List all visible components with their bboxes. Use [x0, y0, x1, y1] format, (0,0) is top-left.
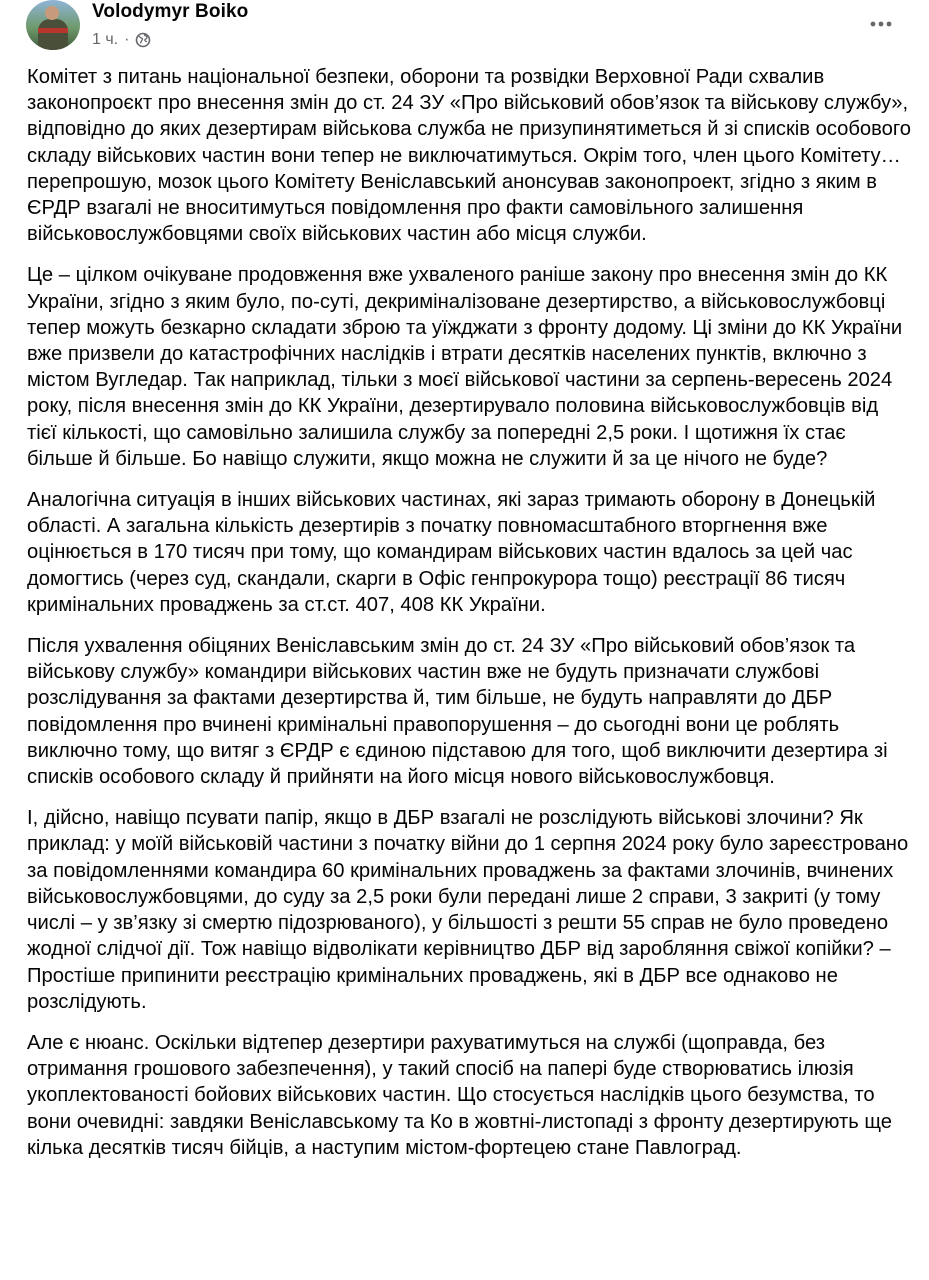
post-paragraph-6: Але є нюанс. Оскільки відтепер дезертири рахуватимуться на службі (щоправда, без отримання грошового забезпечення), у такий спосіб на папері буде створюватись ілюзія укоплектованості бойових військових частин. Що стосується наслідків цього безумства, то вони очевидні: завдяки Веніславському та Ко в жовтні-листопаді з фронту дезертирують ще кілька десятків тисяч бійців, а наступим містом-фортецею стане Павлоград.: [27, 1031, 892, 1159]
author-name-link[interactable]: Volodymyr Boiko: [92, 1, 249, 22]
author-avatar[interactable]: [26, 0, 80, 50]
post-paragraph-5: І, дійсно, навіщо псувати папір, якщо в ДБР взагалі не розслідують військові злочини? Як приклад: у моїй військовій частини з початку війни до 1 серпня 2024 року було зареєстровано за повідомленнями командира 60 кримінальних проваджень за фактами злочинів, вчинених військовослужбовцями, до суду за 2,5 роки були передані лише 2 справи, 3 закриті (у тому числі – у зв’язку зі смертю підозрюваного), у більшості з решти 55 справ не було проведено жодної слідчої дії. Тож навіщо відволікати керівництво ДБР від заробляння свіжої копійки? – Простіше припинити реєстрацію кримінальних проваджень, які в ДБР все однаково не розслідують.: [27, 807, 909, 1013]
globe-icon[interactable]: [135, 32, 151, 48]
avatar-figure-body: [38, 19, 68, 50]
avatar-figure-head: [45, 6, 59, 20]
avatar-figure-stripe: [38, 28, 68, 33]
more-options-button[interactable]: [867, 10, 895, 38]
post-timestamp-link[interactable]: 1 ч.: [92, 31, 119, 48]
post-meta: [92, 30, 151, 50]
post-paragraph-4: Після ухвалення обіцяних Веніславським змін до ст. 24 ЗУ «Про військовий обов’язок та військову службу» командири військових частин вже не будуть призначати службові розслідування за фактами дезертирства й, тим більше, не будуть направляти до ДБР повідомлення про вчинені кримінальні правопорушення – до сьогодні вони це роблять виключно тому, що витяг з ЄРДР є єдиною підставою для того, щоб виключити дезертира зі списків особового складу й прийняти на його місця нового військовослужбовця.: [27, 635, 888, 789]
post-header: [0, 0, 929, 62]
post-paragraph-1: Комітет з питань національної безпеки, оборони та розвідки Верховної Ради схвалив законопроєкт про внесення змін до ст. 24 ЗУ «Про військовий обов’язок та військову службу», відповідно до яких дезертирам військова служба не призупинятиметься й зі списків особового складу військових частин вони тепер не виключатимуться. Окрім того, член цього Комітету… перепрошую, мозок цього Комітету Веніславський анонсував законопроект, згідно з яким в ЄРДР взагалі не вноситимуться повідомлення про факти самовільного залишення військовослужбовцями своїх військових частин або місця служби.: [27, 66, 912, 246]
post-paragraph-3: Аналогічна ситуація в інших військових частинах, які зараз тримають оборону в Донецькій області. А загальна кількість дезертирів з початку повномасштабного вторгнення вже оцінюється в 170 тисяч при тому, що командирам військових частин вдалось за цей час домогтись (через суд, скандали, скарги в Офіс генпрокурора тощо) реєстрації 86 тисяч кримінальних проваджень за ст.ст. 407, 408 КК України.: [27, 489, 876, 616]
post-paragraph-2: Це – цілком очікуване продовження вже ухваленого раніше закону про внесення змін до КК України, згідно з яким було, по-суті, декриміналізоване дезертирство, а військовослужбовці тепер можуть безкарно складати зброю та уїжджати з фронту додому. Ці зміни до КК України вже призвели до катастрофічних наслідків і втрати десятків населених пунктів, включно з містом Вугледар. Так наприклад, тільки з моєї військової частини за серпень-вересень 2024 року, після внесення змін до КК України, дезертирувало половина військовослужбовців від тієї кількості, що самовільно залишила службу за попередні 2,5 роки. І щотижня їх стає більше й більше. Бо навіщо служити, якщо можна не служити й за це нічого не буде?: [27, 264, 903, 470]
post-body: [27, 64, 912, 1176]
meta-separator: ·: [124, 31, 130, 48]
more-horizontal-icon: [869, 20, 893, 28]
